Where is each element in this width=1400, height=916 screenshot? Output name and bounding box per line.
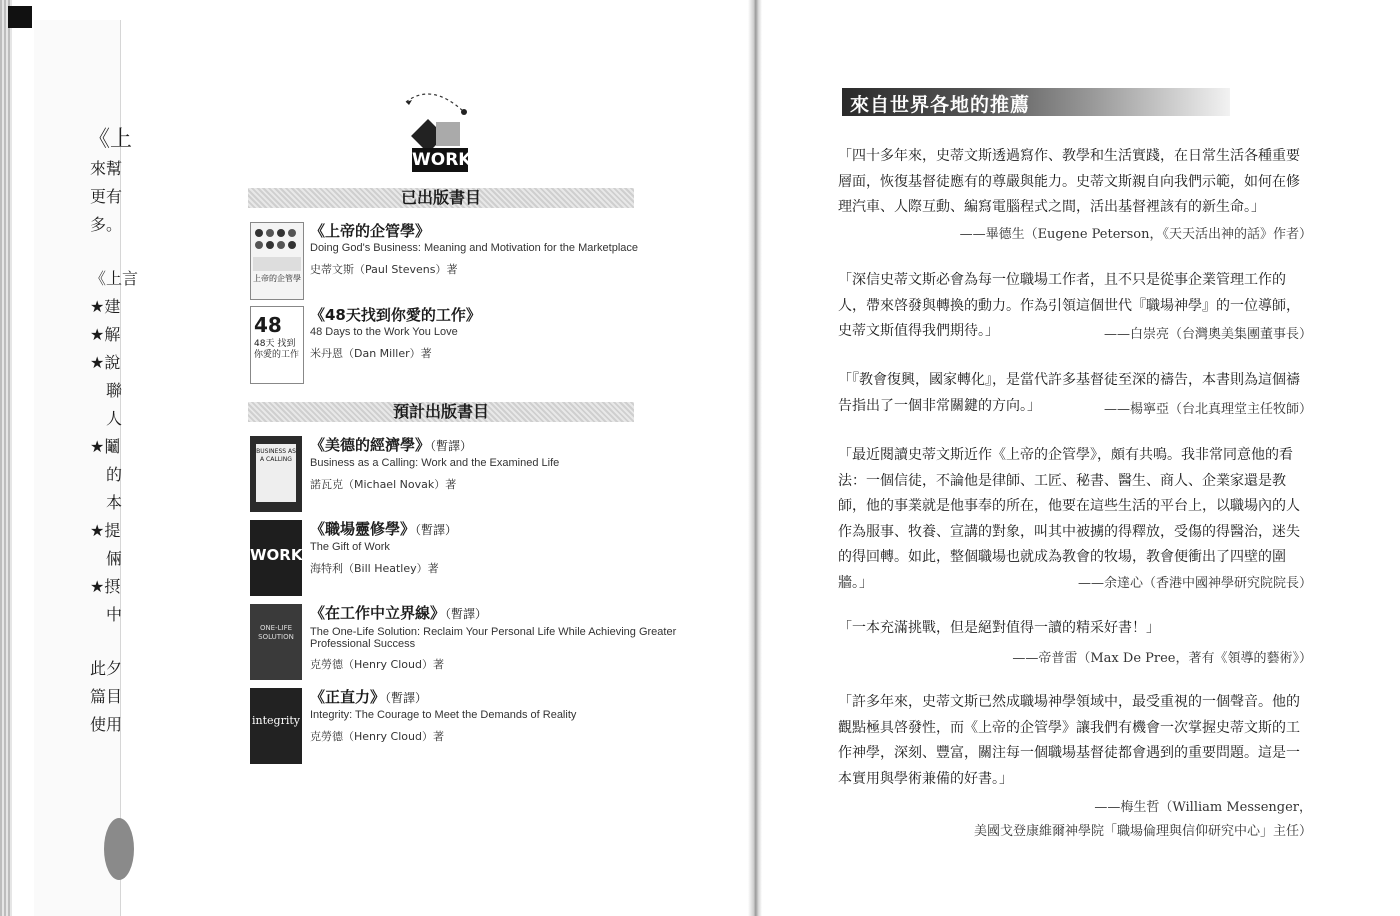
logo-label: WORK [412,150,472,170]
book-title: 《在工作中立界線》 [310,604,446,622]
cover-text: 上帝的企管學 [253,274,301,283]
prev-line: 《上言 [90,269,139,288]
prev-line: 聯 [106,381,123,400]
book-title-row [310,434,472,455]
book-cover: 48 48天 找到你愛的工作 [250,306,304,384]
book-title-row [310,686,427,707]
previous-page-ornament [104,818,134,880]
quote-6: 「許多年來，史蒂文斯已然成職場神學領域中，最受重視的一個聲音。他的觀點極具啓發性，而《上帝的企管學》讓我們有機會一次掌握史蒂文斯的工作神學，深刻、豐富，關注每一個職場基督徒都會遇到的重要問題。這是一本實用與學術兼備的好書。」 [838,694,1300,787]
published-book-1 [248,220,748,300]
scan-edge-strip [0,0,12,916]
translation-note: （暫譯） [385,691,428,705]
upcoming-heading: 預計出版書目 [248,402,634,422]
quote-2: 「深信史蒂文斯必會為每一位職場工作者，且不只是從事企業管理工作的人，帶來啓發與轉換的動力。作為引領這個世代『職場神學』的一位導師，史蒂文斯值得我們期待。」 [838,272,1300,339]
prev-line: ★摂 [90,577,121,596]
translation-note: （暫譯） [415,523,458,537]
logo-arc-decoration [402,86,472,120]
recommendations-heading-bar [842,88,1230,116]
book-spine-fold [748,0,762,916]
book-cover [250,222,304,300]
prev-line: 倆 [106,549,123,568]
book-english-title: Doing God's Business: Meaning and Motivation for the Marketplace [310,242,638,254]
cover-text: 48天 找到你愛的工作 [254,339,300,360]
upcoming-book-2 [248,518,748,598]
prev-line: 中 [106,605,123,624]
quote-5-attribution: ——帝普雷（Max De Pree，著有《領導的藝術》） [1012,651,1312,666]
quote-2-attribution: ——白崇亮（台灣奧美集團董事長） [1103,327,1312,342]
book-cover [250,520,302,596]
upcoming-book-3 [248,602,748,682]
prev-line: ★提 [90,521,121,540]
prev-line: 使用 [90,715,123,734]
quote-5: 「一本充滿挑戰，但是絕對值得一讀的精采好書！」 [838,620,1160,636]
prev-line: 《上 [88,127,133,152]
book-english-title: Integrity: The Courage to Meet the Demands of Reality [310,709,577,721]
book-author: 克勞德（Henry Cloud）著 [310,730,444,743]
prev-line: 更有 [90,187,123,206]
book-cover [250,604,302,680]
previous-page-fragment [34,20,139,916]
prev-line: 的 [106,465,123,484]
prev-line: ★鬮 [90,437,121,456]
prev-line: 此夕 [90,659,123,678]
book-title: 《美德的經濟學》 [310,436,431,454]
prev-line: 來幫 [90,159,123,178]
book-english-title: Business as a Calling: Work and the Examined Life [310,457,560,469]
cover-text: ONE-LIFE SOLUTION [258,624,294,641]
scan-registration-mark [8,6,32,28]
book-author: 海特利（Bill Heatley）著 [310,562,439,575]
cover-text: WORK [250,546,303,564]
recommendations-heading: 來自世界各地的推薦 [850,94,1031,116]
upcoming-book-1 [248,434,748,514]
prev-line: ★建 [90,297,121,316]
book-title: 《職場靈修學》 [310,520,416,538]
book-cover [250,688,302,764]
book-title: 《48天找到你愛的工作》 [310,306,481,324]
book-author: 諾瓦克（Michael Novak）著 [310,478,457,491]
book-english-title: The One-Life Solution: Reclaim Your Personal Life While Achieving Greater Professional Success [310,626,677,650]
book-title-row [310,602,487,623]
work-series-logo [412,120,472,176]
book-english-title: 48 Days to the Work You Love [310,326,458,338]
quote-6-attribution: ——梅生哲（William Messenger， [1094,800,1312,815]
prev-line: ★說 [90,353,121,372]
book-title: 《上帝的企管學》 [310,222,431,240]
prev-line: 多。 [90,215,123,234]
quote-1-attribution: ——畢德生（Eugene Peterson，《天天活出神的話》作者） [959,227,1312,242]
book-title-row [310,518,457,539]
book-title: 《正直力》 [310,688,386,706]
translation-note: （暫譯） [430,439,473,453]
quote-3-attribution: ——楊寧亞（台北真理堂主任牧師） [1103,402,1312,417]
quote-4-attribution: ——余達心（香港中國神學研究院院長） [1077,576,1312,591]
translation-note: （暫譯） [445,607,488,621]
quote-4: 「最近閱讀史蒂文斯近作《上帝的企管學》，頗有共鳴。我非常同意他的看法：一個信徒，不論他是律師、工匠、秘書、醫生、商人、企業家還是教師，他的事業就是他事奉的所在，他要在這些生活的平台上，以職場內的人作為服事、牧養、宣講的對象，叫其中被擄的得釋放，受傷的得醫治，迷失的得回轉。如此，整個職場也就成為教會的牧場，教會便衝出了四壁的圍牆。」 [838,447,1300,591]
cover-text: BUSINESS AS A CALLING [256,444,296,502]
prev-line: ★解 [90,325,121,344]
upcoming-book-4 [248,686,748,766]
quote-3: 「『教會復興，國家轉化』，是當代許多基督徒至深的禱告，本書則為這個禱告指出了一個非常關鍵的方向。」 [838,372,1300,414]
book-english-title: The Gift of Work [310,541,390,553]
quote-1: 「四十多年來，史蒂文斯透過寫作、教學和生活實踐，在日常生活各種重要層面，恢復基督徒應有的尊嚴與能力。史蒂文斯親自向我們示範，如何在修理汽車、人際互動、編寫電腦程式之間，活出基督裡該有的新生命。」 [838,148,1300,215]
prev-line: 人 [106,409,123,428]
book-author: 克勞德（Henry Cloud）著 [310,658,444,671]
book-author: 米丹恩（Dan Miller）著 [310,347,432,360]
book-cover [250,436,302,512]
published-heading: 已出版書目 [248,188,634,208]
book-author: 史蒂文斯（Paul Stevens）著 [310,263,458,276]
prev-line: 本 [106,493,123,512]
quote-6-attribution-line2: 美國戈登康維爾神學院「職場倫理與信仰研究中心」主任） [973,824,1312,839]
prev-line: 篇目 [90,687,123,706]
published-book-2 [248,304,748,384]
cover-text: integrity [252,714,300,727]
